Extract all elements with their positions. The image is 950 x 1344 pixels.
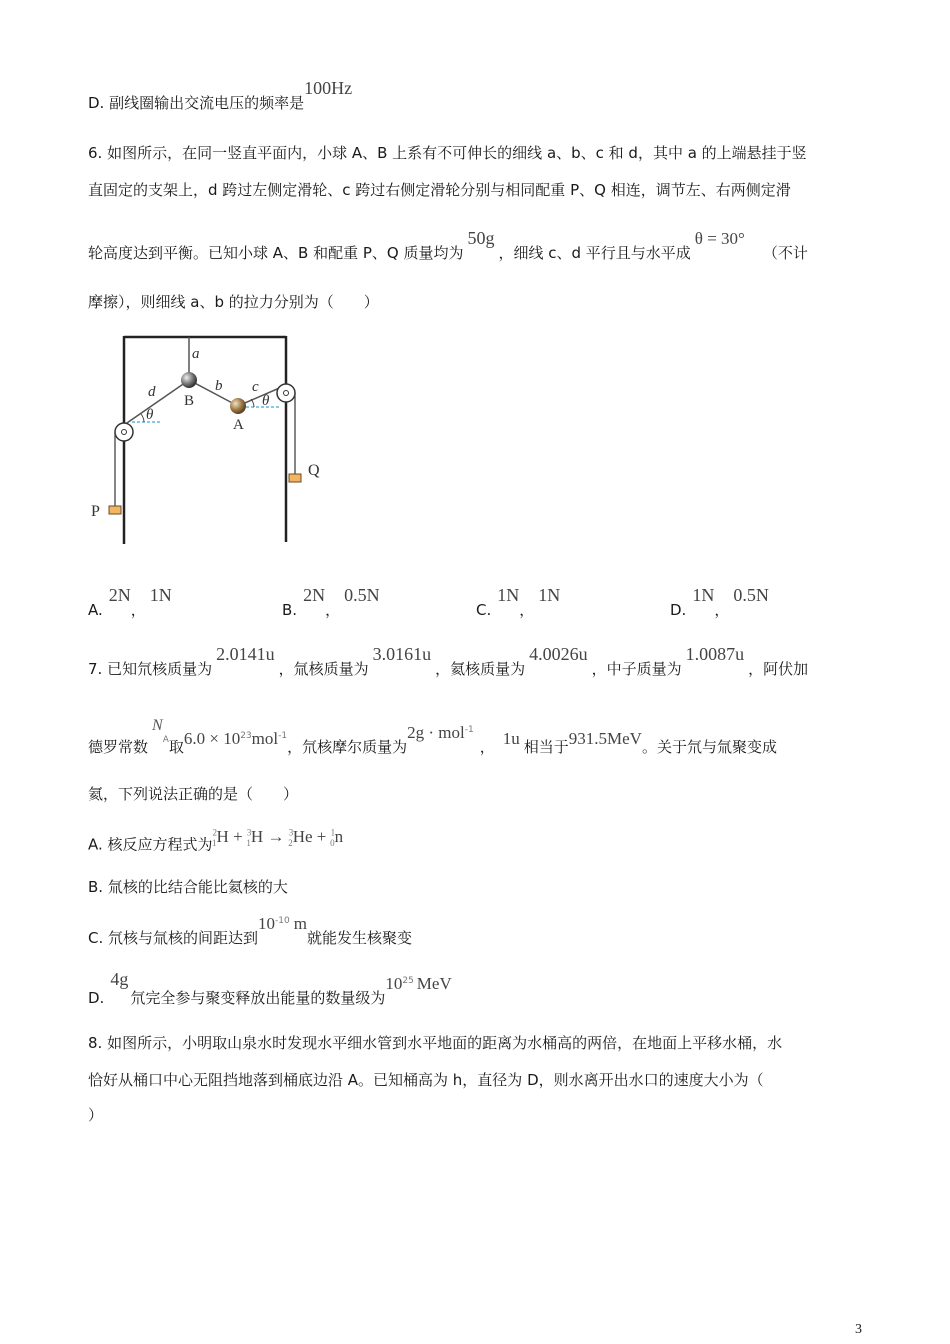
string-b: [189, 380, 238, 406]
q6-line2: 直固定的支架上，d 跨过左侧定滑轮、c 跨过右侧定滑轮分别与相同配重 P、Q 相连，调节左、右两侧定滑: [88, 181, 791, 199]
weight-Q: [289, 474, 301, 482]
label-b: b: [215, 378, 223, 394]
label-a: a: [192, 346, 200, 362]
ball-A: [230, 398, 246, 414]
q5-frequency-value: 100Hz: [304, 78, 353, 98]
q7-line3: 氦，下列说法正确的是（ ）: [88, 785, 299, 803]
label-d: d: [148, 384, 156, 400]
q5-option-d: [88, 78, 353, 113]
q6-mass: 50g: [467, 228, 495, 248]
page-number: 3: [855, 1322, 862, 1337]
nuclear-equation: $^2_1$H + $^3_1$H → $^3_2$He + $^1_0$n: [212, 826, 344, 849]
q7-line2: 德罗常数$N_A$取$6.0 \times 10^{23}mol^{-1}$，氘核摩尔质量为2g · mol$^{-1}$， 1u 相当于931.5MeV。关于氘与氚聚变成: [88, 717, 777, 756]
q6-option-c: C.1N，1N: [476, 585, 561, 619]
ball-B: [181, 372, 197, 388]
q6-option-a: A.2N，1N: [88, 585, 172, 619]
q6-line3: 轮高度达到平衡。已知小球 A、B 和配重 P、Q 质量均为50g，细线 c、d 平行且与水平成θ = 30°（不计: [88, 228, 808, 262]
q6-option-d: D.1N，0.5N: [670, 585, 769, 619]
q7-line1: 7. 已知氘核质量为2.0141u，氚核质量为3.0161u，氦核质量为4.0026u，中子质量为1.0087u，阿伏加: [88, 644, 809, 678]
label-P: P: [91, 503, 100, 520]
q5-option-d-text: D. 副线圈输出交流电压的频率是: [88, 94, 305, 112]
left-angle-arc: [141, 414, 144, 422]
q8-line1: 8. 如图所示，小明取山泉水时发现水平细水管到水平地面的距离为水桶高的两倍，在地面上平移水桶，水: [88, 1034, 783, 1052]
label-theta-right: θ: [262, 393, 270, 409]
q6-line4: 摩擦），则细线 a、b 的拉力分别为（ ）: [88, 293, 379, 311]
q8-line3: ）: [88, 1106, 104, 1124]
string-d: [124, 380, 189, 425]
q7-option-b: B. 氚核的比结合能比氦核的大: [88, 878, 288, 896]
q7-option-a: A. 核反应方程式为$^2_1$H + $^3_1$H → $^3_2$He + $^1_0$n: [88, 826, 344, 854]
label-A: A: [233, 417, 244, 433]
weight-P: [109, 506, 121, 514]
label-c: c: [252, 379, 259, 395]
label-theta-left: θ: [146, 407, 154, 423]
label-B: B: [184, 393, 195, 409]
q7-option-d: D.4g氘完全参与聚变释放出能量的数量级为$10^{25}$ MeV: [88, 969, 452, 1007]
q6-angle: θ = 30°: [694, 229, 745, 248]
q8-line2: 恰好从桶口中心无阻挡地落到桶底边沿 A。已知桶高为 h，直径为 D，则水离开出水口的速度大小为（: [88, 1071, 764, 1089]
q6-option-b: B.2N，0.5N: [282, 585, 380, 619]
label-Q: Q: [308, 462, 320, 479]
q6-line1: 6. 如图所示，在同一竖直平面内，小球 A、B 上系有不可伸长的细线 a、b、c 和 d，其中 a 的上端悬挂于竖: [88, 144, 807, 162]
q6-figure: [88, 328, 328, 550]
q7-option-c: C. 氘核与氚核的间距达到$10^{-10}$ m就能发生核聚变: [88, 914, 412, 947]
